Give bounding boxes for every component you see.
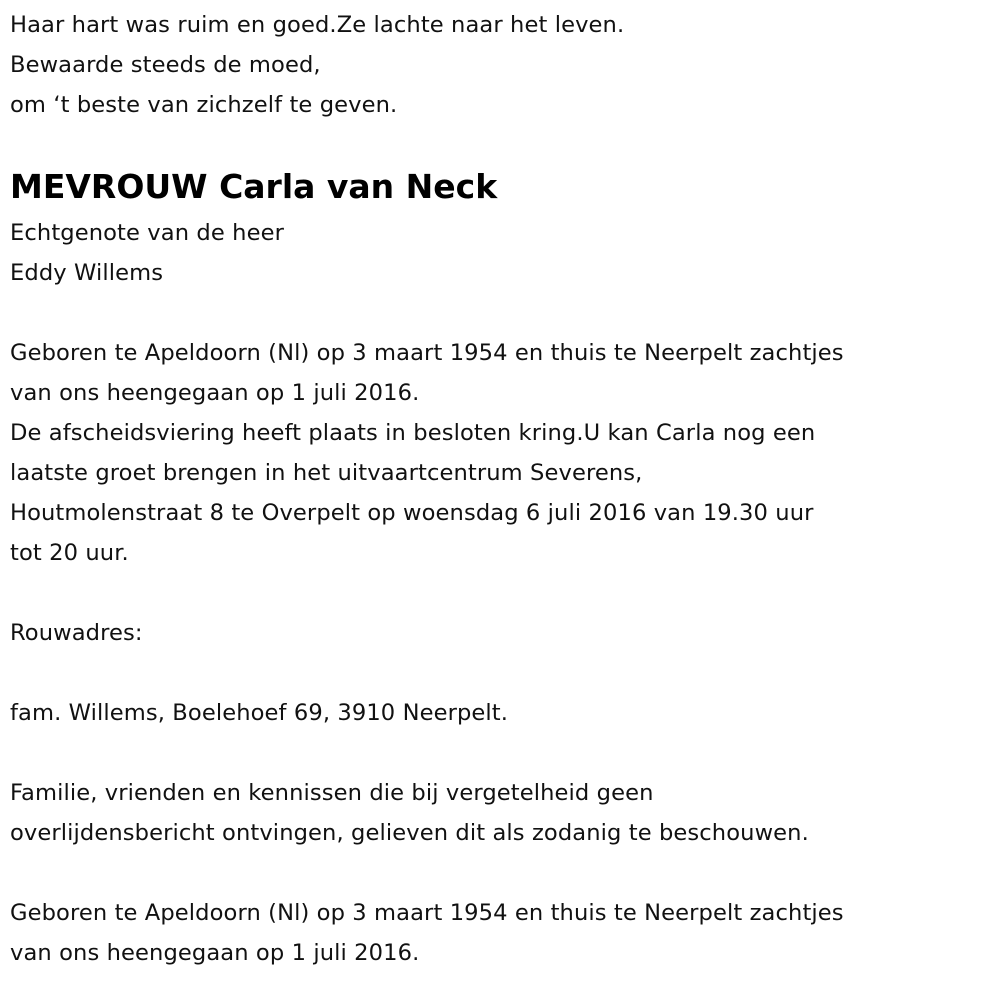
announcement-line: Geboren te Apeldoorn (Nl) op 3 maart 1954 en thuis te Neerpelt zachtjes [10,340,844,366]
poem-line: Bewaarde steeds de moed, [10,52,321,78]
announcement-line: laatste groet brengen in het uitvaartcentrum Severens, [10,460,643,486]
deceased-name-title: MEVROUW Carla van Neck [10,167,498,206]
announcement-line: van ons heengegaan op 1 juli 2016. [10,380,420,406]
address-label: Rouwadres: [10,620,143,646]
poem-line: om ‘t beste van zichzelf te geven. [10,92,398,118]
announcement-line: tot 20 uur. [10,540,129,566]
address: fam. Willems, Boelehoef 69, 3910 Neerpelt. [10,700,509,726]
spouse-line: Eddy Willems [10,260,164,286]
notice-line: overlijdensbericht ontvingen, gelieven dit als zodanig te beschouwen. [10,820,809,846]
spouse-line: Echtgenote van de heer [10,220,284,246]
repeat-line: Geboren te Apeldoorn (Nl) op 3 maart 1954 en thuis te Neerpelt zachtjes [10,900,844,926]
announcement-line: Houtmolenstraat 8 te Overpelt op woensdag 6 juli 2016 van 19.30 uur [10,500,814,526]
notice-line: Familie, vrienden en kennissen die bij vergetelheid geen [10,780,654,806]
poem-line: Haar hart was ruim en goed.Ze lachte naar het leven. [10,12,625,38]
announcement-line: De afscheidsviering heeft plaats in besloten kring.U kan Carla nog een [10,420,816,446]
repeat-line: van ons heengegaan op 1 juli 2016. [10,940,420,966]
